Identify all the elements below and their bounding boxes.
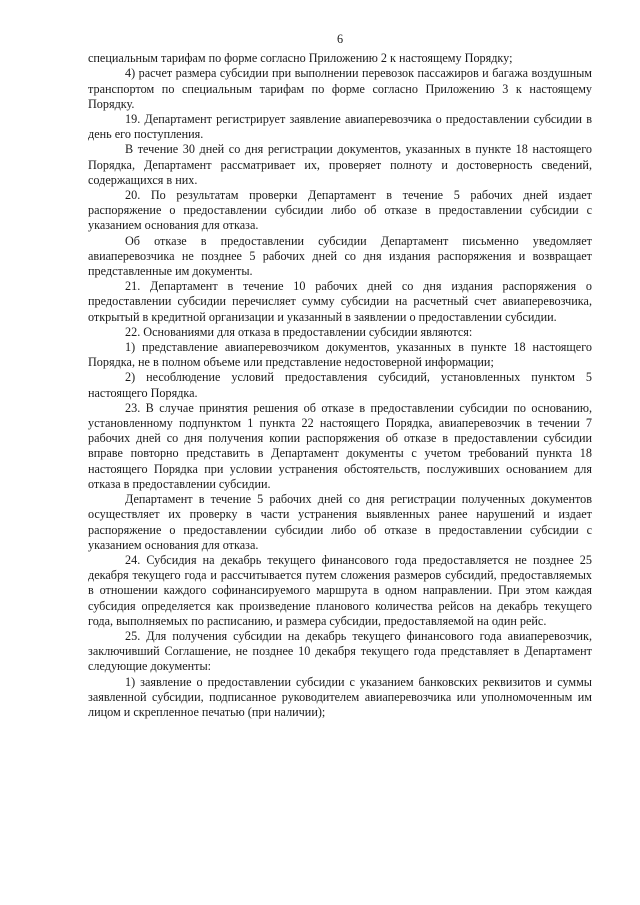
paragraph: 23. В случае принятия решения об отказе в предоставлении субсидии по основанию, установленному подпунктом 1 пункта 22 настоящего Порядка, авиаперевозчик в течении 7 рабочих дней со дня получения копии распоряжения об отказе в предоставлении субсидии вправе повторно представить в Департамент документы с учетом требований пункта 18 настоящего Порядка при условии устранения обстоятельств, послуживших основанием для отказа в предоставлении субсидии.: [88, 400, 592, 491]
paragraph: 19. Департамент регистрирует заявление авиаперевозчика о предоставлении субсидии в день его поступления.: [88, 112, 592, 142]
paragraph: 24. Субсидия на декабрь текущего финансового года предоставляется не позднее 25 декабря текущего года и рассчитывается путем сложения размеров субсидий, предоставляемых в отношении каждого софинансируемого маршрута в одном направлении. При этом каждая субсидия определяется как произведение планового количества рейсов на декабрь текущего года, выполняемых по расписанию, и размера субсидии, предоставляемой на один рейс.: [88, 552, 592, 628]
paragraph: 21. Департамент в течение 10 рабочих дней со дня издания распоряжения о предоставлении субсидии перечисляет сумму субсидии на расчетный счет авиаперевозчика, открытый в кредитной организации и указанный в заявлении о предоставлении субсидии.: [88, 279, 592, 324]
page-number: 6: [336, 32, 344, 46]
document-page: [88, 32, 592, 720]
paragraph: 25. Для получения субсидии на декабрь текущего финансового года авиаперевозчик, заключивший Соглашение, не позднее 10 декабря текущего года представляет в Департамент следующие документы:: [88, 628, 592, 674]
paragraph: 1) представление авиаперевозчиком документов, указанных в пункте 18 настоящего Порядка, не в полном объеме или представление недостоверной информации;: [88, 340, 592, 370]
paragraph: специальным тарифам по форме согласно Приложению 2 к настоящему Порядку;: [88, 51, 513, 66]
paragraph: 1) заявление о предоставлении субсидии с указанием банковских реквизитов и суммы заявленной субсидии, подписанное руководителем авиаперевозчика или уполномоченным им лицом и скрепленное печатью (при наличии);: [88, 674, 592, 719]
paragraph: Департамент в течение 5 рабочих дней со дня регистрации полученных документов осуществляет их проверку в части устранения выявленных ранее нарушений и издает распоряжение о предоставлении субсидии либо об отказе в предоставлении субсидии с указанием основания для отказа.: [88, 492, 592, 552]
document-body: [88, 51, 592, 720]
paragraph: Об отказе в предоставлении субсидии Департамент письменно уведомляет авиаперевозчика не позднее 5 рабочих дней со дня издания распоряжения и возвращает представленные им документы.: [88, 233, 592, 279]
paragraph: 2) несоблюдение условий предоставления субсидий, установленных пунктом 5 настоящего Порядка.: [88, 370, 592, 400]
paragraph: В течение 30 дней со дня регистрации документов, указанных в пункте 18 настоящего Порядка, Департамент рассматривает их, проверяет полноту и достоверность сведений, содержащихся в них.: [88, 142, 592, 187]
paragraph: 20. По результатам проверки Департамент в течение 5 рабочих дней издает распоряжение о предоставлении субсидии либо об отказе в предоставлении субсидии с указанием основания для отказа.: [88, 188, 592, 233]
paragraph: 22. Основаниями для отказа в предоставлении субсидии являются:: [125, 324, 473, 339]
paragraph: 4) расчет размера субсидии при выполнении перевозок пассажиров и багажа воздушным транспортом по специальным тарифам по форме согласно Приложению 3 к настоящему Порядку.: [88, 66, 592, 111]
